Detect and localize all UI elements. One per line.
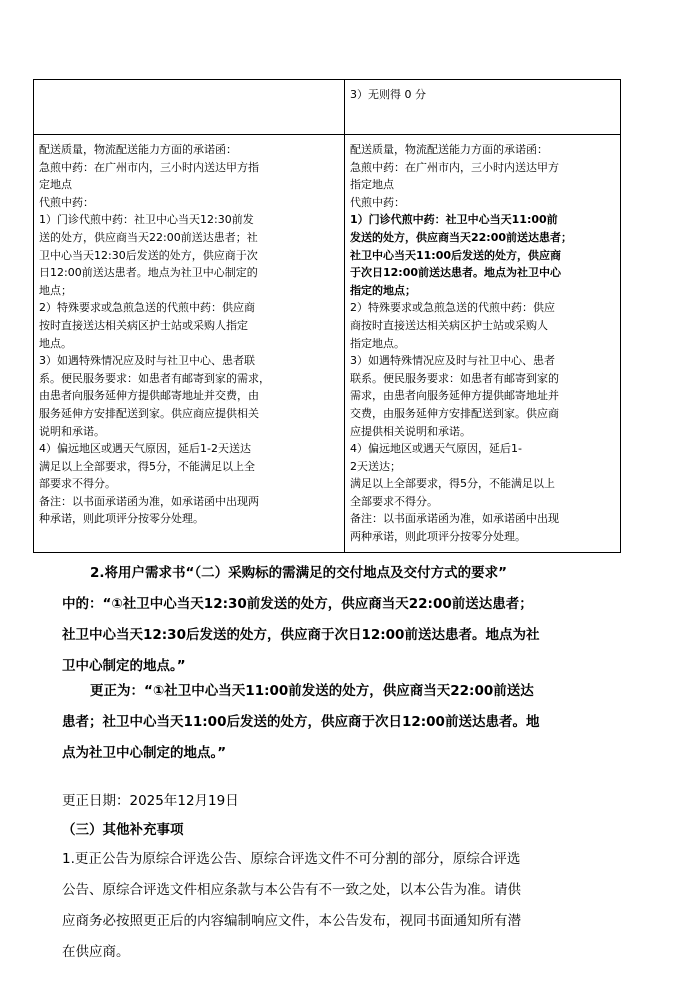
original-requirement-cell — [34, 135, 345, 553]
left-line: 部要求不得分。 — [39, 477, 116, 491]
change-paragraph-original — [62, 558, 602, 682]
table-row-top — [34, 80, 621, 135]
right-line: 备注：以书面承诺函为准，如承诺函中出现 — [350, 512, 559, 526]
supplement-paragraph — [62, 844, 602, 968]
change-line: 中的：“①社卫中心当天12:30前发送的处方，供应商当天22:00前送达患者； — [62, 596, 533, 612]
right-line: 指定地点。 — [350, 336, 405, 350]
right-line-bold: 1）门诊代煎中药：社卫中心当天11:00前 — [350, 213, 558, 227]
right-line-bold: 社卫中心当天11:00后发送的处方，供应商 — [350, 248, 562, 262]
right-line: 满足以上全部要求，得5分，不能满足以上 — [350, 477, 555, 491]
left-line: 4）偏远地区或遇天气原因，延后1-2天送达 — [39, 442, 251, 456]
right-line-bold: 于次日12:00前送达患者。地点为社卫中心 — [350, 266, 562, 280]
change-line: 卫中心制定的地点。” — [62, 658, 186, 674]
left-line: 2）特殊要求或急煎急送的代煎中药：供应商 — [39, 301, 255, 315]
change-paragraph-revised — [62, 676, 602, 769]
right-line: 2）特殊要求或急煎急送的代煎中药：供应 — [350, 301, 555, 315]
left-line: 定地点 — [39, 178, 72, 192]
left-line: 按时直接送达相关病区护士站或采购人指定 — [39, 318, 248, 332]
right-line: 需求，由患者向服务延伸方提供邮寄地址并 — [350, 389, 559, 403]
right-line-bold: 指定的地点； — [350, 283, 416, 297]
left-line: 日12:00前送达患者。地点为社卫中心制定的 — [39, 266, 258, 280]
revised-requirement-cell — [345, 135, 621, 553]
right-line: 联系。便民服务要求：如患者有邮寄到家的 — [350, 371, 559, 385]
left-line: 代煎中药： — [39, 195, 94, 209]
left-line: 地点； — [39, 283, 72, 297]
change-line: 更正为：“①社卫中心当天11:00前发送的处方，供应商当天22:00前送达 — [90, 683, 534, 699]
left-line: 急煎中药：在广州市内，三小时内送达甲方指 — [39, 160, 259, 174]
change-line: 点为社卫中心制定的地点。” — [62, 745, 227, 761]
right-line: 全部要求不得分。 — [350, 494, 438, 508]
supplement-line: 在供应商。 — [62, 944, 130, 960]
supplement-line: 公告、原综合评选文件相应条款与本公告有不一致之处，以本公告为准。请供 — [62, 882, 521, 898]
right-line: 两种承诺，则此项评分按零分处理。 — [350, 530, 526, 544]
top-right-cell: 3）无则得 0 分 — [345, 80, 621, 135]
right-line: 代煎中药： — [350, 195, 405, 209]
left-line: 由患者向服务延伸方提供邮寄地址并交费，由 — [39, 389, 259, 403]
left-line: 1）门诊代煎中药：社卫中心当天12:30前发 — [39, 213, 254, 227]
correction-date: 更正日期：2025年12月19日 — [62, 793, 239, 809]
right-line: 指定地点 — [350, 178, 394, 192]
scoring-table — [33, 79, 621, 553]
right-line: 配送质量，物流配送能力方面的承诺函： — [350, 143, 548, 156]
left-line: 3）如遇特殊情况应及时与社卫中心、患者联 — [39, 354, 255, 368]
supplement-line: 应商务必按照更正后的内容编制响应文件，本公告发布，视同书面通知所有潜 — [62, 913, 521, 929]
right-line: 急煎中药：在广州市内，三小时内送达甲方 — [350, 160, 559, 174]
right-line: 商按时直接送达相关病区护士站或采购人 — [350, 318, 548, 332]
left-line: 说明和承诺。 — [39, 424, 105, 438]
left-line: 送的处方，供应商当天22:00前送达患者；社 — [39, 230, 258, 244]
right-line-bold: 发送的处方，供应商当天22:00前送达患者； — [350, 230, 573, 244]
left-line: 系。便民服务要求：如患者有邮寄到家的需求， — [39, 371, 270, 385]
top-left-cell — [34, 80, 345, 135]
right-line: 4）偏远地区或遇天气原因，延后1- — [350, 442, 522, 456]
left-line: 地点。 — [39, 336, 72, 350]
left-line: 满足以上全部要求，得5分，不能满足以上全 — [39, 459, 255, 473]
left-line: 卫中心当天12:30后发送的处方，供应商于次 — [39, 248, 258, 262]
right-line: 2天送达； — [350, 459, 401, 473]
supplement-line: 1.更正公告为原综合评选公告、原综合评选文件不可分割的部分，原综合评选 — [62, 851, 521, 867]
change-line: 社卫中心当天12:30后发送的处方，供应商于次日12:00前送达患者。地点为社 — [62, 627, 540, 643]
right-line: 应提供相关说明和承诺。 — [350, 424, 471, 438]
change-line: 患者；社卫中心当天11:00后发送的处方，供应商于次日12:00前送达患者。地 — [62, 714, 540, 730]
left-line: 备注：以书面承诺函为准，如承诺函中出现两 — [39, 494, 259, 508]
left-line: 服务延伸方安排配送到家。供应商应提供相关 — [39, 406, 259, 420]
left-line: 种承诺，则此项评分按零分处理。 — [39, 512, 204, 526]
right-line: 交费，由服务延伸方安排配送到家。供应商 — [350, 406, 559, 420]
change-line: 2.将用户需求书“（二）采购标的需满足的交付地点及交付方式的要求” — [90, 565, 508, 581]
right-line: 3）如遇特殊情况应及时与社卫中心、患者 — [350, 354, 555, 368]
left-line: 配送质量，物流配送能力方面的承诺函： — [39, 143, 237, 156]
table-row-main — [34, 135, 621, 553]
section-heading: （三）其他补充事项 — [62, 822, 184, 838]
